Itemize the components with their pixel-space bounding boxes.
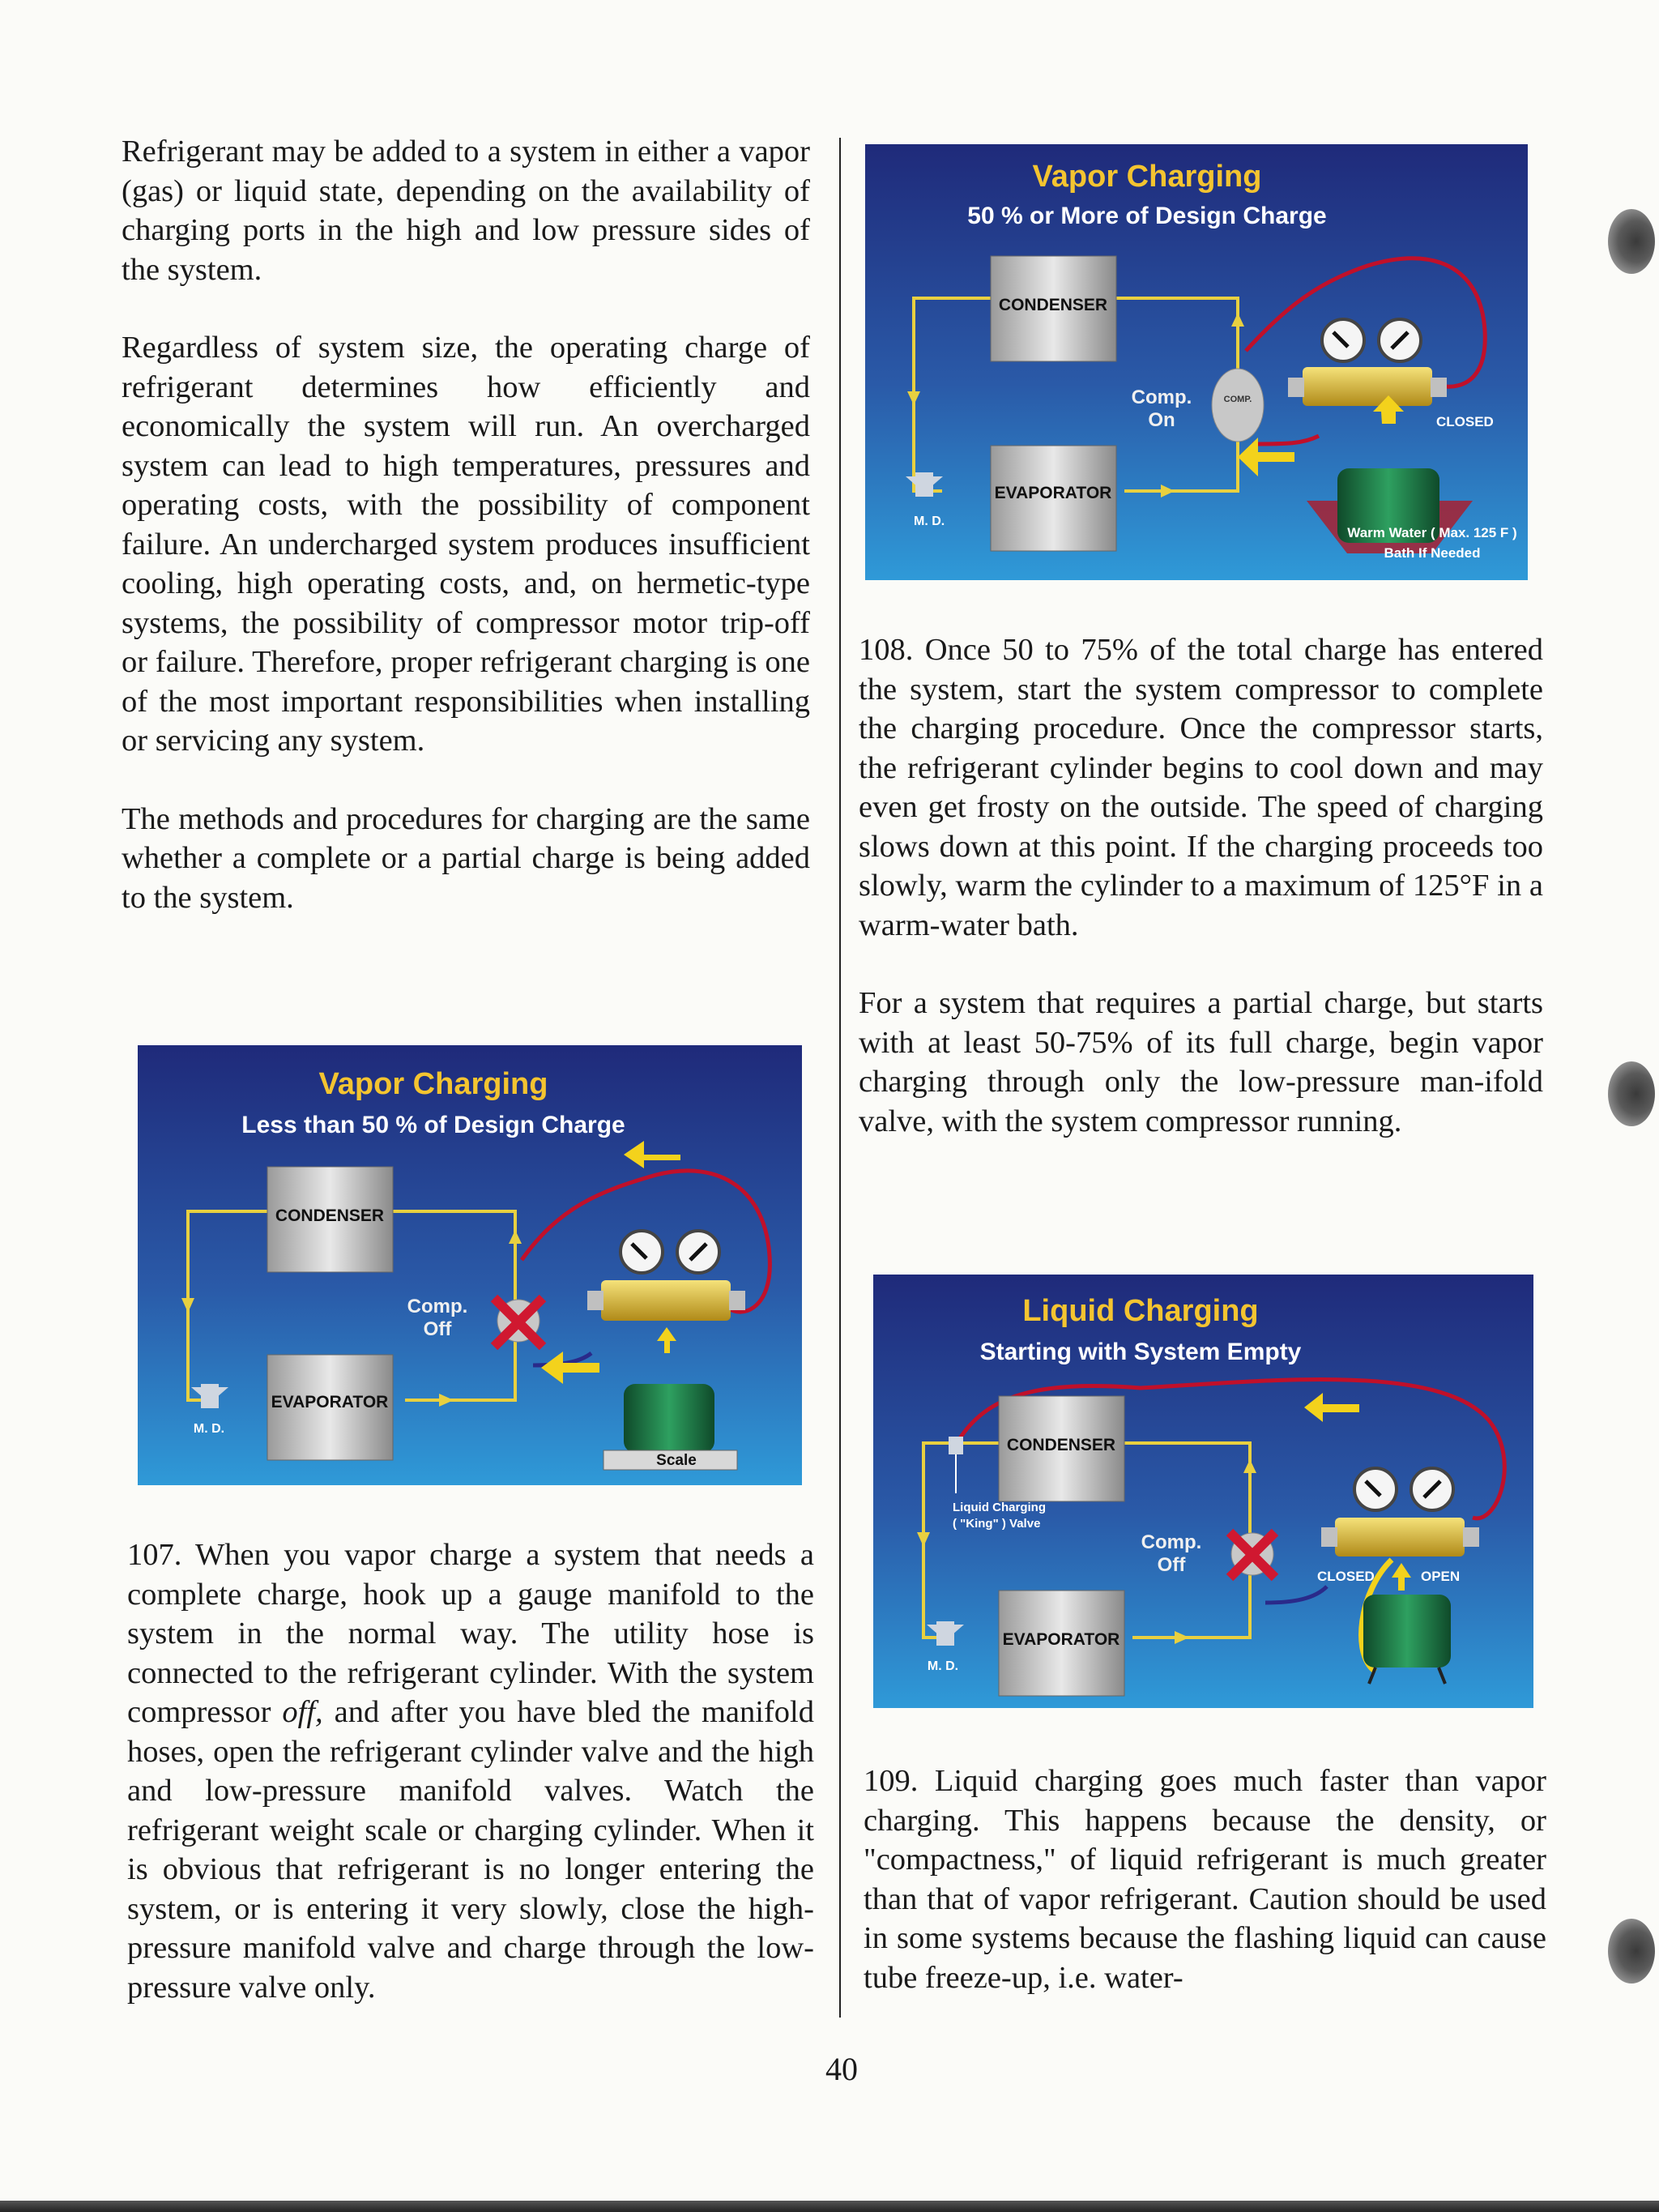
figure-title: Liquid Charging [1022,1294,1259,1328]
paragraph-109-block [864,1761,1546,1997]
figure-subtitle: 50 % or More of Design Charge [967,203,1327,229]
king-valve-label-line1: Liquid Charging [953,1501,1046,1514]
valve-closed-label: CLOSED [1317,1569,1375,1584]
compressor-icon [1212,369,1264,442]
compressor-label-line1: Comp. [1131,386,1192,408]
partial-charge-paragraph: For a system that requires a partial charge, but starts with at least 50-75% of its full charge, begin vapor charging through only the low-pressure man-ifold valve, with the system compressor running. [859,986,1543,1138]
evaporator-label: EVAPORATOR [1002,1630,1120,1649]
refrigerant-cylinder [624,1384,714,1453]
paragraph-108: 108. Once 50 to 75% of the total charge has entered the system, start the system compressor to complete the charging procedure. Once the compressor starts, the refrigerant cylinder begins to cool down and may even get frosty on the outside. The speed of charging slows down at this point. If the charging proceeds too slowly, warm the cylinder to a maximum of 125°F in a warm-water bath. [859,633,1543,942]
king-valve-icon [949,1437,963,1454]
condenser-label: CONDENSER [275,1206,385,1225]
figure-title: Vapor Charging [318,1067,548,1101]
condenser-label: CONDENSER [1006,1436,1116,1454]
figure-title: Vapor Charging [1032,160,1262,194]
compressor-label-line2: Off [423,1318,452,1340]
metering-device-label: M. D. [927,1659,959,1673]
binder-hole-bottom [1608,1919,1655,1984]
king-valve-label-line2: ( "King" ) Valve [953,1517,1041,1531]
figure-liquid-charging [873,1275,1533,1708]
paragraph-107-block [127,1535,814,2007]
metering-device-label: M. D. [193,1422,225,1436]
bath-note-line2: Bath If Needed [1384,545,1481,561]
refrigerant-cylinder-inverted [1363,1595,1451,1668]
figure-subtitle: Less than 50 % of Design Charge [241,1112,625,1138]
scan-edge-bar [0,2201,1659,2212]
left-column [122,132,810,917]
compressor-label-line1: Comp. [1141,1531,1202,1553]
binder-hole-top [1608,209,1655,274]
evaporator-label: EVAPORATOR [994,484,1112,502]
intro-paragraph: Refrigerant may be added to a system in either a vapor (gas) or liquid state, depending on the availability of charging ports in the high and low pressure sides of the system. [122,135,810,287]
evaporator-label: EVAPORATOR [271,1393,389,1411]
charge-importance-paragraph: Regardless of system size, the operating charge of refrigerant determines how efficiently and economically the system will run. An overcharged system can lead to high temperatures, pressures and operating costs, with the possibility of component failure. An undercharged system produces insufficient cooling, high operating costs, and, on hermetic-type systems, the possibility of compressor motor trip-off or failure. Therefore, proper refrigerant charging is one of the most important responsibilities when installing or servicing any system. [122,331,810,758]
column-divider [839,138,841,2018]
methods-paragraph: The methods and procedures for charging are the same whether a complete or a partial charge is being added to the system. [122,801,810,915]
scale-label: Scale [656,1452,697,1469]
valve-open-label: OPEN [1421,1569,1461,1584]
compressor-label-line2: On [1148,409,1175,431]
compressor-label-line1: Comp. [407,1296,468,1317]
right-column [859,630,1543,1141]
binder-hole-middle [1608,1061,1655,1126]
figure-vapor-charging-less-than-50 [138,1045,802,1485]
valve-state-label: CLOSED [1436,414,1494,429]
paragraph-109: 109. Liquid charging goes much faster than vapor charging. This happens because the density, or "compactness," of liquid refrigerant is much greater than that of vapor refrigerant. Caution should be used in some systems because the flashing liquid can cause tube freeze-up, i.e. water- [864,1764,1546,1995]
metering-device-label: M. D. [914,515,945,528]
paragraph-107: 107. When you vapor charge a system that needs a complete charge, hook up a gauge manifold to the system in the normal way. The utility hose is connected to the refrigerant cylinder. With the system compressor off, and after you have bled the manifold hoses, open the refrigerant cylinder valve and the high and low-pressure manifold valves. Watch the refrigerant weight scale or charging cylinder. When it is obvious that refrigerant is no longer entering the system, or is entering it very slowly, close the high-pressure manifold valve and charge through the low-pressure valve only. [127,1538,814,2005]
page-number: 40 [825,2051,858,2087]
compressor-tag: COMP. [1223,395,1252,404]
bath-note-line1: Warm Water ( Max. 125 F ) [1347,525,1517,540]
figure-subtitle: Starting with System Empty [979,1339,1302,1365]
figure-vapor-charging-50-or-more [865,144,1528,580]
compressor-label-line2: Off [1157,1554,1186,1576]
condenser-label: CONDENSER [998,296,1108,314]
